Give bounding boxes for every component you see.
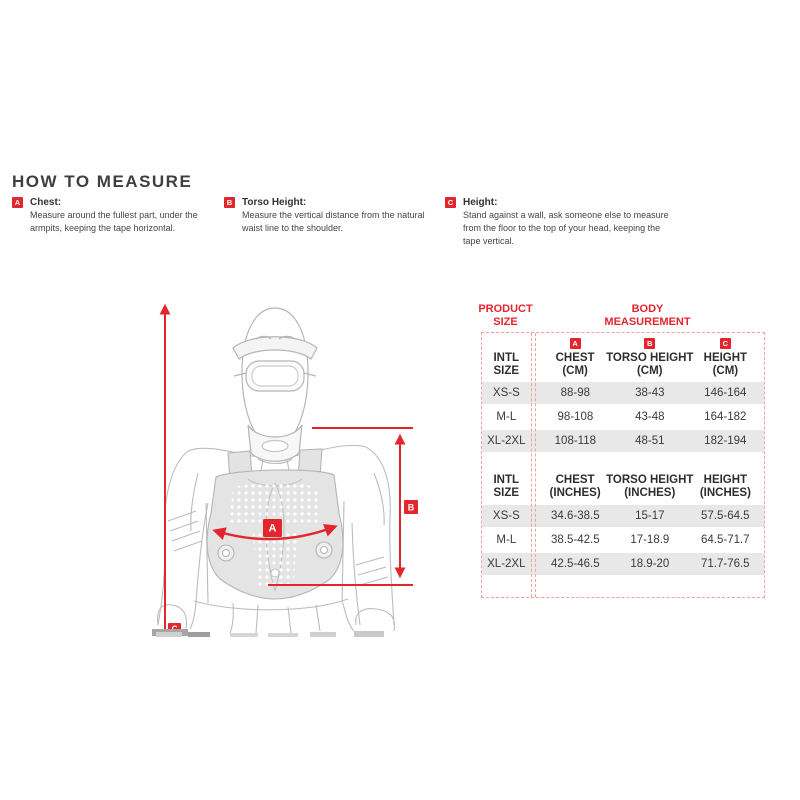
table-c-badge: C — [720, 338, 731, 349]
instruction-torso-height — [224, 197, 439, 235]
size-chart-headers — [478, 303, 765, 329]
table-row: M-L 38.5-42.5 17-18.9 64.5-71.7 — [496, 534, 750, 546]
instruction-c-line1: Stand against a wall, ask someone else to measure — [463, 210, 669, 220]
instruction-c-heading: Height: — [463, 197, 498, 208]
instruction-a-text — [30, 197, 198, 235]
logo-emblem — [271, 569, 279, 577]
instruction-height — [445, 197, 669, 248]
size-table — [481, 332, 765, 598]
inches-height-header: HEIGHT (INCHES) — [699, 474, 751, 499]
section-gap — [482, 454, 764, 462]
table-a-badge: A — [570, 338, 581, 349]
instruction-c-badge: C — [445, 197, 456, 208]
instruction-a-badge: A — [12, 197, 23, 208]
rider-figure-illustration — [138, 273, 478, 639]
crop-edge-shading — [152, 629, 384, 637]
chest-label: A — [268, 522, 277, 535]
instruction-a-heading: Chest: — [30, 197, 62, 208]
instruction-c-text — [463, 197, 669, 248]
page-title: HOW TO MEASURE — [12, 172, 193, 191]
size-chart — [478, 303, 765, 598]
torso-label: B — [407, 502, 415, 513]
table-row: M-L 98-108 43-48 164-182 — [496, 411, 747, 423]
inches-torso-header: TORSO HEIGHT (INCHES) — [606, 474, 694, 499]
instruction-a-line1: Measure around the fullest part, under the — [30, 210, 198, 220]
cm-header-row — [482, 333, 764, 382]
perforation-lower — [253, 533, 297, 589]
cm-chest-header: A CHEST (CM) — [555, 339, 595, 377]
inches-header-row — [482, 462, 764, 505]
table-b-badge: B — [644, 338, 655, 349]
instruction-b-heading: Torso Height: — [242, 197, 307, 208]
column-divider — [531, 333, 536, 597]
cm-torso-header: B TORSO HEIGHT (CM) — [606, 339, 694, 377]
product-size-header: PRODUCT SIZE — [478, 303, 533, 328]
instruction-b-line1: Measure the vertical distance from the natural — [242, 210, 425, 220]
instruction-b-line2: waist line to the shoulder. — [242, 223, 344, 233]
measurement-diagram — [138, 273, 478, 639]
table-row: XS-S 34.6-38.5 15-17 57.5-64.5 — [482, 505, 764, 527]
instruction-b-badge: B — [224, 197, 235, 208]
instruction-c-line2: from the floor to the top of your head, keeping the — [463, 223, 661, 233]
helmet — [233, 308, 317, 461]
instruction-a-line2: armpits, keeping the tape horizontal. — [30, 223, 176, 233]
instruction-b-text — [242, 197, 425, 235]
table-row: XL-2XL 42.5-46.5 18.9-20 71.7-76.5 — [482, 553, 764, 575]
table-row: XS-S 88-98 38-43 146-164 — [482, 382, 764, 404]
cm-height-header: C HEIGHT (CM) — [703, 339, 748, 377]
inches-size-header: INTL SIZE — [493, 474, 520, 499]
body-measurement-header: BODY MEASUREMENT — [604, 303, 691, 328]
instruction-c-line3: tape vertical. — [463, 236, 515, 246]
inches-chest-header: CHEST (INCHES) — [549, 474, 601, 499]
table-row: XL-2XL 108-118 48-51 182-194 — [482, 430, 764, 452]
table-bottom-padding — [482, 577, 764, 597]
cm-size-header: INTL SIZE — [493, 352, 520, 377]
instruction-chest — [12, 197, 212, 235]
